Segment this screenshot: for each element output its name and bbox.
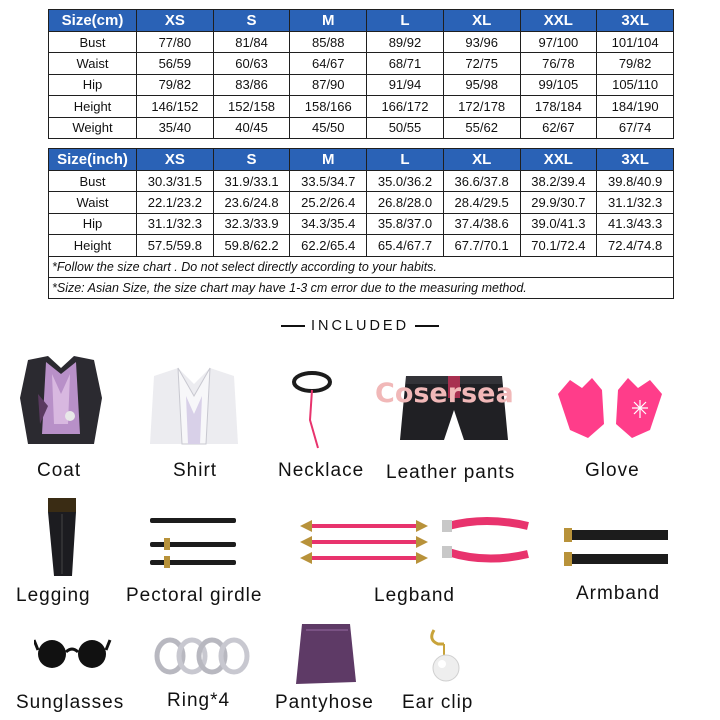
table-cell: 89/92 (367, 32, 444, 53)
table-cell: 97/100 (520, 32, 597, 53)
row-label: Bust (49, 32, 137, 53)
brand-watermark: Cosersea (375, 378, 514, 409)
header-cell: XS (137, 149, 214, 171)
table-row (49, 74, 674, 95)
item-label-legging: Legging (16, 585, 91, 606)
item-label-coat: Coat (37, 460, 82, 481)
size-note: *Follow the size chart . Do not select directly according to your habits. (49, 256, 674, 277)
header-cell: XL (443, 149, 520, 171)
table-cell: 178/184 (520, 96, 597, 117)
sunglasses-image (34, 632, 112, 672)
table-cell: 26.8/28.0 (367, 192, 444, 213)
table-cell: 72/75 (443, 53, 520, 74)
row-label: Bust (49, 171, 137, 192)
table-cell: 57.5/59.8 (137, 235, 214, 256)
item-label-ear-clip: Ear clip (402, 692, 474, 713)
table-cell: 31.9/33.1 (213, 171, 290, 192)
header-cell: S (213, 10, 290, 32)
table-cell: 29.9/30.7 (520, 192, 597, 213)
table-row (49, 96, 674, 117)
table-cell: 55/62 (443, 117, 520, 138)
size-chart-cm (48, 9, 674, 139)
item-label-pectoral-girdle: Pectoral girdle (126, 585, 263, 606)
table-cell: 32.3/33.9 (213, 213, 290, 234)
table-cell: 95/98 (443, 74, 520, 95)
table-cell: 40/45 (213, 117, 290, 138)
table-cell: 146/152 (137, 96, 214, 117)
table-cell: 35.8/37.0 (367, 213, 444, 234)
table-header-row (49, 10, 674, 32)
table-cell: 31.1/32.3 (137, 213, 214, 234)
table-cell: 93/96 (443, 32, 520, 53)
note-row (49, 277, 674, 298)
included-heading (0, 318, 720, 334)
row-label: Waist (49, 53, 137, 74)
table-cell: 79/82 (137, 74, 214, 95)
necklace-image (288, 368, 340, 450)
row-label: Hip (49, 213, 137, 234)
header-cell: L (367, 10, 444, 32)
table-row (49, 53, 674, 74)
table-cell: 152/158 (213, 96, 290, 117)
header-cell: XL (443, 10, 520, 32)
table-cell: 184/190 (597, 96, 674, 117)
header-cell: M (290, 10, 367, 32)
table-cell: 35/40 (137, 117, 214, 138)
ear-clip-image (424, 626, 470, 684)
item-label-armband: Armband (576, 583, 661, 604)
table-row (49, 235, 674, 256)
table-cell: 23.6/24.8 (213, 192, 290, 213)
table-cell: 62.2/65.4 (290, 235, 367, 256)
table-cell: 50/55 (367, 117, 444, 138)
table-cell: 33.5/34.7 (290, 171, 367, 192)
table-cell: 45/50 (290, 117, 367, 138)
table-cell: 105/110 (597, 74, 674, 95)
table-cell: 28.4/29.5 (443, 192, 520, 213)
table-cell: 31.1/32.3 (597, 192, 674, 213)
table-cell: 166/172 (367, 96, 444, 117)
table-cell: 34.3/35.4 (290, 213, 367, 234)
table-cell: 68/71 (367, 53, 444, 74)
table-cell: 38.2/39.4 (520, 171, 597, 192)
row-label: Height (49, 235, 137, 256)
ring-image (154, 634, 250, 676)
included-title: INCLUDED (310, 318, 410, 334)
item-label-necklace: Necklace (278, 460, 365, 481)
table-cell: 35.0/36.2 (367, 171, 444, 192)
table-cell: 77/80 (137, 32, 214, 53)
item-label-sunglasses: Sunglasses (16, 692, 125, 713)
table-cell: 39.0/41.3 (520, 213, 597, 234)
header-cell: XXL (520, 149, 597, 171)
table-cell: 83/86 (213, 74, 290, 95)
pectoral-girdle-image (144, 512, 240, 570)
table-cell: 59.8/62.2 (213, 235, 290, 256)
table-cell: 22.1/23.2 (137, 192, 214, 213)
table-cell: 158/166 (290, 96, 367, 117)
item-label-glove: Glove (585, 460, 640, 481)
table-cell: 65.4/67.7 (367, 235, 444, 256)
table-cell: 37.4/38.6 (443, 213, 520, 234)
table-cell: 79/82 (597, 53, 674, 74)
table-row (49, 117, 674, 138)
header-cell: 3XL (597, 10, 674, 32)
table-cell: 67.7/70.1 (443, 235, 520, 256)
table-cell: 67/74 (597, 117, 674, 138)
legband-image (296, 514, 532, 572)
table-cell: 81/84 (213, 32, 290, 53)
table-cell: 25.2/26.4 (290, 192, 367, 213)
header-cell: S (213, 149, 290, 171)
row-label: Weight (49, 117, 137, 138)
header-cell: XXL (520, 10, 597, 32)
table-cell: 41.3/43.3 (597, 213, 674, 234)
item-label-leather-pants: Leather pants (386, 462, 516, 483)
table-cell: 172/178 (443, 96, 520, 117)
table-cell: 99/105 (520, 74, 597, 95)
table-cell: 70.1/72.4 (520, 235, 597, 256)
heading-dash (281, 325, 305, 327)
pantyhose-image (292, 622, 358, 686)
table-cell: 60/63 (213, 53, 290, 74)
table-cell: 85/88 (290, 32, 367, 53)
armband-image (560, 526, 672, 570)
glove-image (552, 374, 668, 440)
note-row (49, 256, 674, 277)
table-cell: 62/67 (520, 117, 597, 138)
table-cell: 39.8/40.9 (597, 171, 674, 192)
header-cell: 3XL (597, 149, 674, 171)
heading-dash (415, 325, 439, 327)
table-row (49, 213, 674, 234)
header-cell: XS (137, 10, 214, 32)
table-cell: 30.3/31.5 (137, 171, 214, 192)
size-chart-inch (48, 148, 674, 299)
size-note: *Size: Asian Size, the size chart may have 1-3 cm error due to the measuring method. (49, 277, 674, 298)
item-label-legband: Legband (374, 585, 455, 606)
table-cell: 36.6/37.8 (443, 171, 520, 192)
table-row (49, 171, 674, 192)
table-row (49, 32, 674, 53)
coat-image (18, 354, 104, 446)
shirt-image (148, 366, 240, 448)
header-cell: M (290, 149, 367, 171)
table-cell: 91/94 (367, 74, 444, 95)
row-label: Waist (49, 192, 137, 213)
item-label-shirt: Shirt (173, 460, 218, 481)
header-cell: Size(cm) (49, 10, 137, 32)
item-label-pantyhose: Pantyhose (275, 692, 374, 713)
legging-image (42, 496, 82, 578)
row-label: Height (49, 96, 137, 117)
table-cell: 87/90 (290, 74, 367, 95)
table-cell: 101/104 (597, 32, 674, 53)
table-cell: 76/78 (520, 53, 597, 74)
row-label: Hip (49, 74, 137, 95)
header-cell: L (367, 149, 444, 171)
header-cell: Size(inch) (49, 149, 137, 171)
table-row (49, 192, 674, 213)
table-cell: 72.4/74.8 (597, 235, 674, 256)
item-label-ring: Ring*4 (167, 690, 231, 711)
table-cell: 64/67 (290, 53, 367, 74)
table-header-row (49, 149, 674, 171)
table-cell: 56/59 (137, 53, 214, 74)
